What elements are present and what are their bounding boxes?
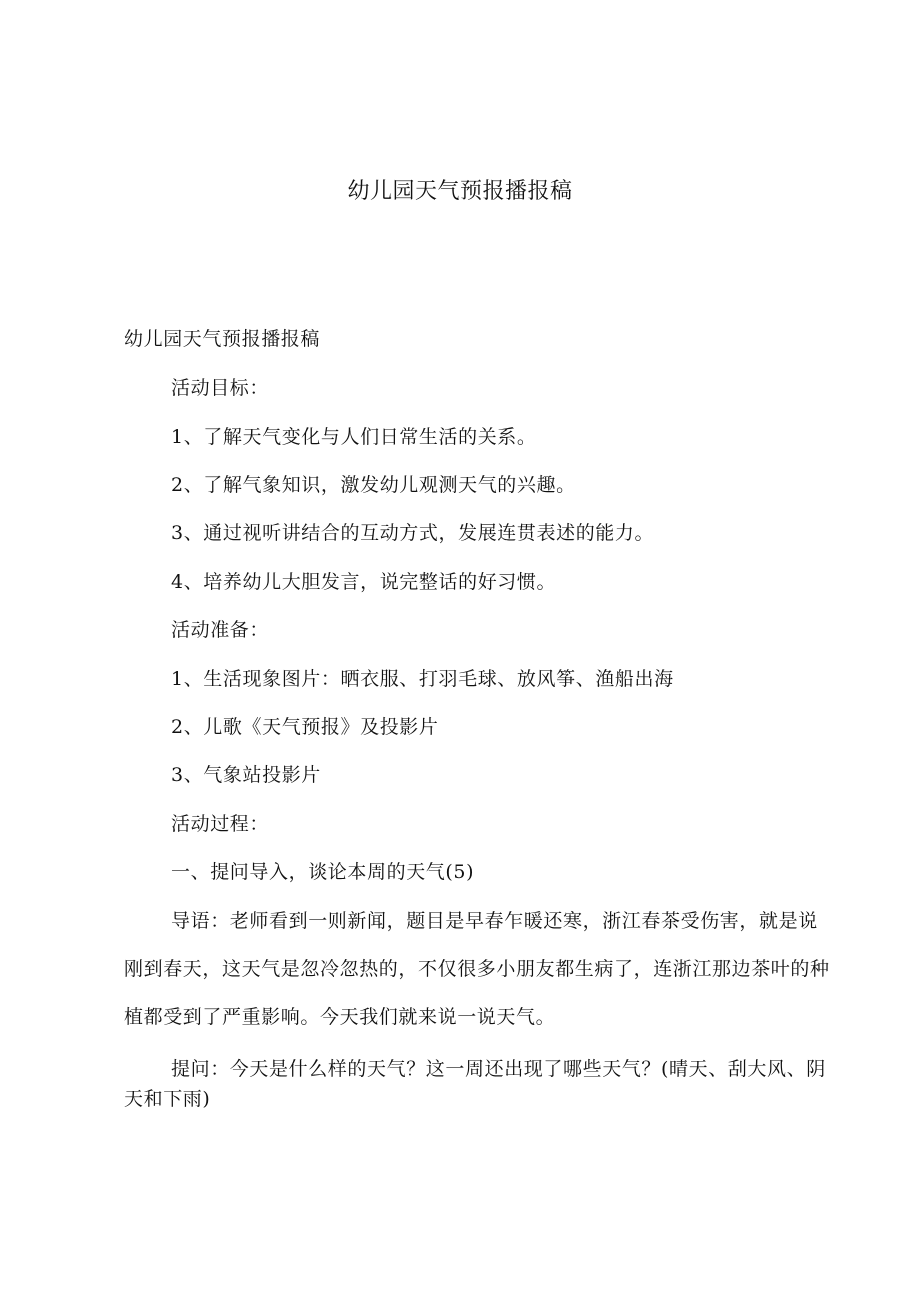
- prep-item-3: 3、气象站投影片: [171, 764, 321, 786]
- goal-item-1: 1、了解天气变化与人们日常生活的关系。: [171, 426, 537, 448]
- goal-item-4: 4、培养幼儿大胆发言，说完整话的好习惯。: [171, 571, 557, 593]
- section-subtitle: 幼儿园天气预报播报稿: [124, 328, 321, 350]
- prep-item-2: 2、儿歌《天气预报》及投影片: [171, 716, 439, 738]
- prep-item-1: 1、生活现象图片：晒衣服、打羽毛球、放风筝、渔船出海: [171, 668, 674, 690]
- goals-heading: 活动目标：: [171, 377, 270, 399]
- process-heading: 活动过程：: [171, 813, 270, 835]
- intro-paragraph: 导语：老师看到一则新闻，题目是早春乍暖还寒，浙江春茶受伤害，就是说刚到春天，这天气是忽冷忽热的，不仅很多小朋友都生病了，连浙江那边茶叶的种植都受到了严重影响。今天我们就来说一说天气。: [124, 910, 830, 1028]
- goal-item-2: 2、了解气象知识，激发幼儿观测天气的兴趣。: [171, 474, 576, 496]
- process-step-1: 一、提问导入，谈论本周的天气(5): [171, 861, 475, 883]
- prep-heading: 活动准备：: [171, 619, 270, 641]
- question-paragraph: 提问：今天是什么样的天气？这一周还出现了哪些天气？(晴天、刮大风、阴天和下雨): [124, 1058, 826, 1110]
- goal-item-3: 3、通过视听讲结合的互动方式，发展连贯表述的能力。: [171, 522, 655, 544]
- document-title: 幼儿园天气预报播报稿: [347, 179, 573, 204]
